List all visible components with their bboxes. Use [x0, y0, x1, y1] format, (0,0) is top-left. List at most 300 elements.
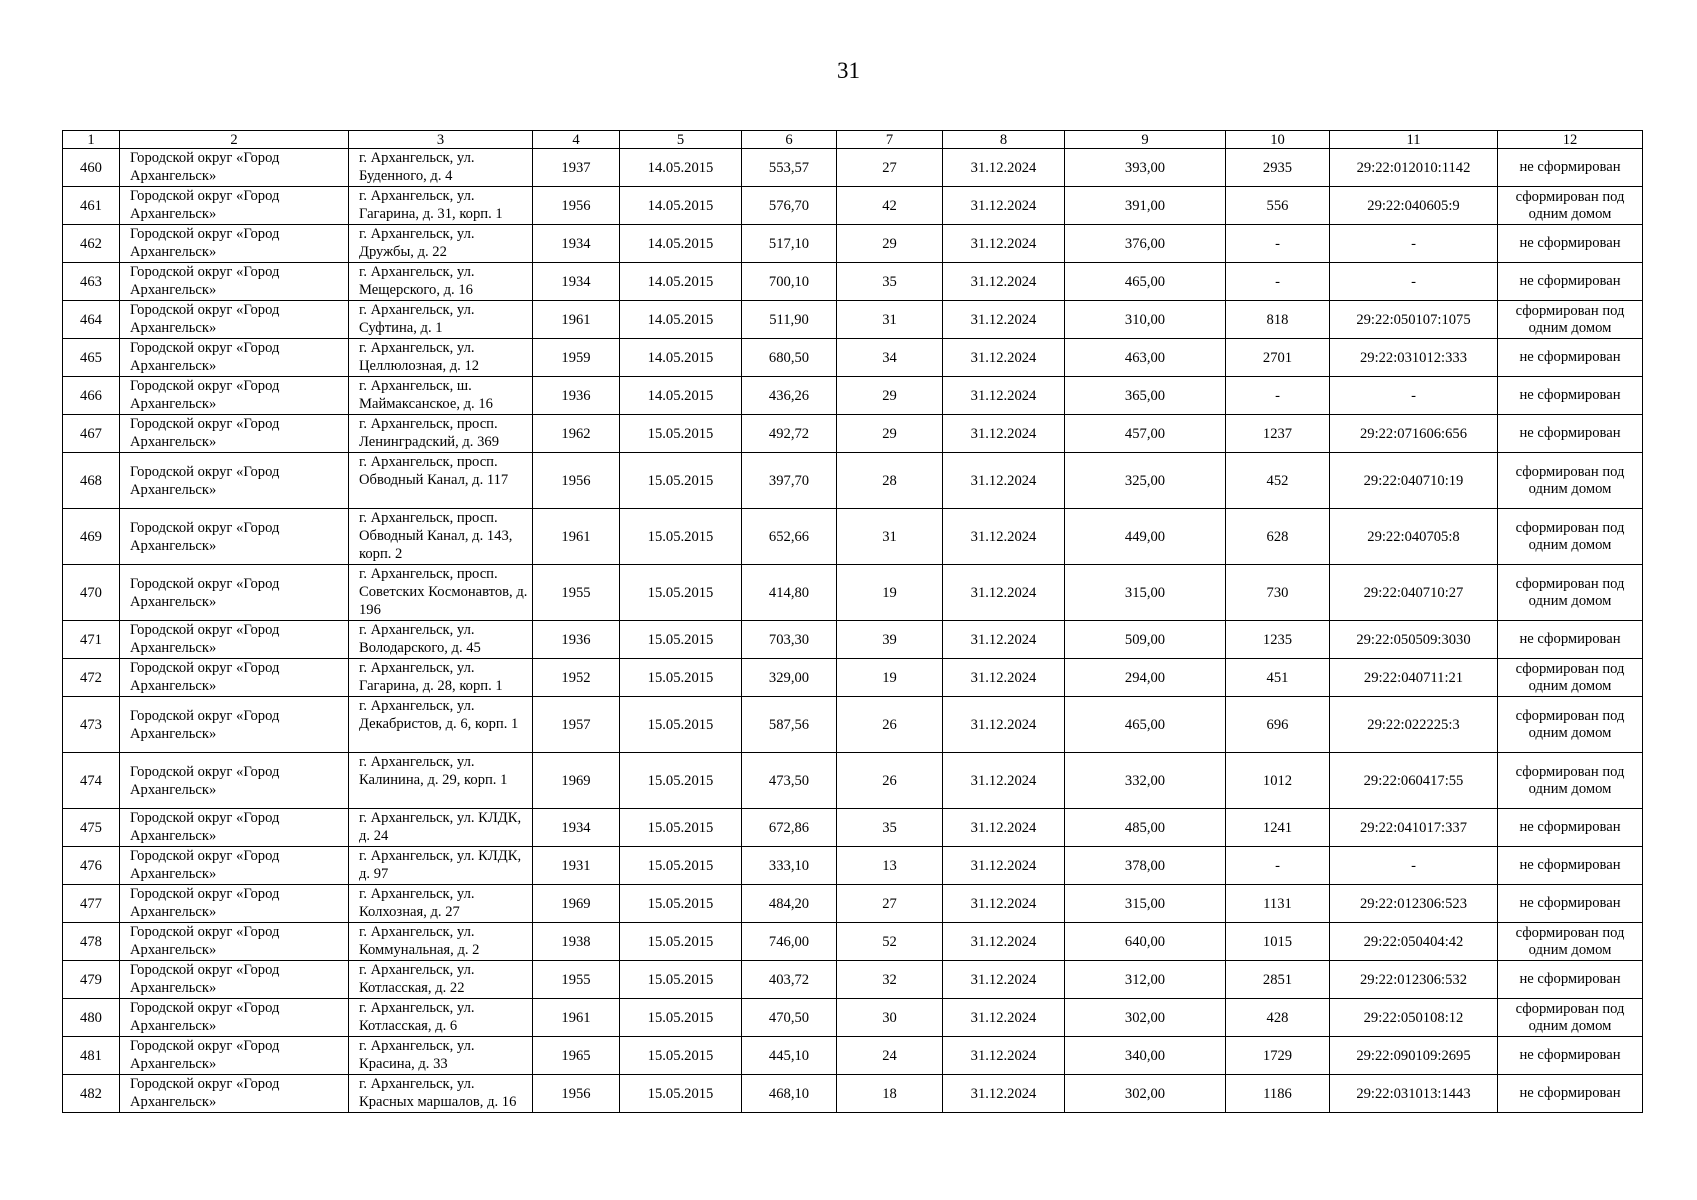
- total-area-cell: 397,70: [742, 453, 837, 509]
- total-area-cell: 329,00: [742, 659, 837, 697]
- table-row: [63, 621, 1643, 659]
- address-cell: г. Архангельск, ул. Коммунальная, д. 2: [349, 923, 533, 961]
- land-area-cell: 1131: [1226, 885, 1330, 923]
- column-header: 5: [620, 131, 742, 149]
- land-status-cell: не сформирован: [1498, 415, 1643, 453]
- land-area-cell: 628: [1226, 509, 1330, 565]
- year-built-cell: 1957: [533, 697, 620, 753]
- table-body: [63, 149, 1643, 1113]
- table-row: [63, 453, 1643, 509]
- date-cell: 14.05.2015: [620, 225, 742, 263]
- table-row: [63, 961, 1643, 999]
- total-area-cell: 484,20: [742, 885, 837, 923]
- address-cell: г. Архангельск, ул. Дружбы, д. 22: [349, 225, 533, 263]
- date-cell: 15.05.2015: [620, 1037, 742, 1075]
- deadline-cell: 31.12.2024: [943, 301, 1065, 339]
- date-cell: 14.05.2015: [620, 339, 742, 377]
- address-cell: г. Архангельск, ул. Гагарина, д. 31, корп. 1: [349, 187, 533, 225]
- row-number-cell: 461: [63, 187, 120, 225]
- table-row: [63, 565, 1643, 621]
- total-area-cell: 468,10: [742, 1075, 837, 1113]
- deadline-cell: 31.12.2024: [943, 923, 1065, 961]
- address-cell: г. Архангельск, ул. Котласская, д. 22: [349, 961, 533, 999]
- total-area-cell: 473,50: [742, 753, 837, 809]
- land-area-cell: 1235: [1226, 621, 1330, 659]
- cadastral-number-cell: 29:22:012306:532: [1330, 961, 1498, 999]
- living-area-cell: 376,00: [1065, 225, 1226, 263]
- owner-cell: Городской округ «Город Архангельск»: [120, 377, 349, 415]
- deadline-cell: 31.12.2024: [943, 1037, 1065, 1075]
- residents-cell: 30: [837, 999, 943, 1037]
- land-status-cell: сформирован под одним домом: [1498, 753, 1643, 809]
- table-row: [63, 847, 1643, 885]
- deadline-cell: 31.12.2024: [943, 339, 1065, 377]
- deadline-cell: 31.12.2024: [943, 809, 1065, 847]
- owner-cell: Городской округ «Город Архангельск»: [120, 1075, 349, 1113]
- table-row: [63, 301, 1643, 339]
- owner-cell: Городской округ «Город Архангельск»: [120, 263, 349, 301]
- deadline-cell: 31.12.2024: [943, 659, 1065, 697]
- residents-cell: 29: [837, 225, 943, 263]
- cadastral-number-cell: 29:22:012306:523: [1330, 885, 1498, 923]
- cadastral-number-cell: 29:22:090109:2695: [1330, 1037, 1498, 1075]
- residents-cell: 35: [837, 809, 943, 847]
- column-header: 12: [1498, 131, 1643, 149]
- land-area-cell: 452: [1226, 453, 1330, 509]
- living-area-cell: 465,00: [1065, 263, 1226, 301]
- row-number-cell: 465: [63, 339, 120, 377]
- date-cell: 14.05.2015: [620, 187, 742, 225]
- date-cell: 14.05.2015: [620, 149, 742, 187]
- total-area-cell: 492,72: [742, 415, 837, 453]
- address-cell: г. Архангельск, ул. Колхозная, д. 27: [349, 885, 533, 923]
- land-area-cell: 1015: [1226, 923, 1330, 961]
- year-built-cell: 1936: [533, 621, 620, 659]
- deadline-cell: 31.12.2024: [943, 847, 1065, 885]
- date-cell: 15.05.2015: [620, 453, 742, 509]
- total-area-cell: 517,10: [742, 225, 837, 263]
- year-built-cell: 1934: [533, 263, 620, 301]
- land-area-cell: 1729: [1226, 1037, 1330, 1075]
- owner-cell: Городской округ «Город Архангельск»: [120, 885, 349, 923]
- living-area-cell: 449,00: [1065, 509, 1226, 565]
- address-cell: г. Архангельск, просп. Обводный Канал, д. 143, корп. 2: [349, 509, 533, 565]
- cadastral-number-cell: 29:22:031012:333: [1330, 339, 1498, 377]
- address-cell: г. Архангельск, ш. Маймаксанское, д. 16: [349, 377, 533, 415]
- residents-cell: 19: [837, 565, 943, 621]
- living-area-cell: 315,00: [1065, 565, 1226, 621]
- column-header: 2: [120, 131, 349, 149]
- owner-cell: Городской округ «Город Архангельск»: [120, 187, 349, 225]
- cadastral-number-cell: 29:22:071606:656: [1330, 415, 1498, 453]
- cadastral-number-cell: 29:22:060417:55: [1330, 753, 1498, 809]
- total-area-cell: 436,26: [742, 377, 837, 415]
- land-status-cell: сформирован под одним домом: [1498, 697, 1643, 753]
- residents-cell: 39: [837, 621, 943, 659]
- total-area-cell: 700,10: [742, 263, 837, 301]
- land-status-cell: не сформирован: [1498, 1075, 1643, 1113]
- year-built-cell: 1955: [533, 961, 620, 999]
- date-cell: 15.05.2015: [620, 961, 742, 999]
- land-area-cell: 2935: [1226, 149, 1330, 187]
- row-number-cell: 471: [63, 621, 120, 659]
- column-header: 1: [63, 131, 120, 149]
- deadline-cell: 31.12.2024: [943, 377, 1065, 415]
- total-area-cell: 652,66: [742, 509, 837, 565]
- land-area-cell: 730: [1226, 565, 1330, 621]
- residents-cell: 52: [837, 923, 943, 961]
- land-status-cell: не сформирован: [1498, 225, 1643, 263]
- table-row: [63, 753, 1643, 809]
- land-status-cell: не сформирован: [1498, 847, 1643, 885]
- cadastral-number-cell: 29:22:050509:3030: [1330, 621, 1498, 659]
- year-built-cell: 1955: [533, 565, 620, 621]
- year-built-cell: 1959: [533, 339, 620, 377]
- owner-cell: Городской округ «Город Архангельск»: [120, 149, 349, 187]
- land-area-cell: 2851: [1226, 961, 1330, 999]
- land-status-cell: не сформирован: [1498, 621, 1643, 659]
- total-area-cell: 672,86: [742, 809, 837, 847]
- owner-cell: Городской округ «Город Архангельск»: [120, 565, 349, 621]
- living-area-cell: 340,00: [1065, 1037, 1226, 1075]
- row-number-cell: 464: [63, 301, 120, 339]
- row-number-cell: 477: [63, 885, 120, 923]
- land-area-cell: 1012: [1226, 753, 1330, 809]
- total-area-cell: 470,50: [742, 999, 837, 1037]
- row-number-cell: 475: [63, 809, 120, 847]
- cadastral-number-cell: 29:22:031013:1443: [1330, 1075, 1498, 1113]
- row-number-cell: 474: [63, 753, 120, 809]
- column-header: 3: [349, 131, 533, 149]
- column-header: 6: [742, 131, 837, 149]
- deadline-cell: 31.12.2024: [943, 225, 1065, 263]
- total-area-cell: 576,70: [742, 187, 837, 225]
- date-cell: 14.05.2015: [620, 301, 742, 339]
- date-cell: 15.05.2015: [620, 565, 742, 621]
- land-area-cell: -: [1226, 377, 1330, 415]
- land-area-cell: -: [1226, 263, 1330, 301]
- residents-cell: 13: [837, 847, 943, 885]
- land-area-cell: 818: [1226, 301, 1330, 339]
- row-number-cell: 463: [63, 263, 120, 301]
- owner-cell: Городской округ «Город Архангельск»: [120, 415, 349, 453]
- owner-cell: Городской округ «Город Архангельск»: [120, 999, 349, 1037]
- column-header: 8: [943, 131, 1065, 149]
- owner-cell: Городской округ «Город Архангельск»: [120, 961, 349, 999]
- table-row: [63, 1037, 1643, 1075]
- year-built-cell: 1969: [533, 885, 620, 923]
- cadastral-number-cell: -: [1330, 263, 1498, 301]
- year-built-cell: 1961: [533, 301, 620, 339]
- address-cell: г. Архангельск, ул. Красных маршалов, д. 16: [349, 1075, 533, 1113]
- date-cell: 15.05.2015: [620, 809, 742, 847]
- date-cell: 15.05.2015: [620, 847, 742, 885]
- land-area-cell: 1237: [1226, 415, 1330, 453]
- address-cell: г. Архангельск, ул. Володарского, д. 45: [349, 621, 533, 659]
- deadline-cell: 31.12.2024: [943, 263, 1065, 301]
- address-cell: г. Архангельск, ул. Котласская, д. 6: [349, 999, 533, 1037]
- date-cell: 15.05.2015: [620, 923, 742, 961]
- residents-cell: 34: [837, 339, 943, 377]
- cadastral-number-cell: 29:22:040605:9: [1330, 187, 1498, 225]
- land-area-cell: 1241: [1226, 809, 1330, 847]
- land-status-cell: сформирован под одним домом: [1498, 301, 1643, 339]
- row-number-cell: 478: [63, 923, 120, 961]
- date-cell: 14.05.2015: [620, 377, 742, 415]
- residents-cell: 32: [837, 961, 943, 999]
- residents-cell: 27: [837, 885, 943, 923]
- deadline-cell: 31.12.2024: [943, 453, 1065, 509]
- cadastral-number-cell: 29:22:040711:21: [1330, 659, 1498, 697]
- owner-cell: Городской округ «Город Архангельск»: [120, 809, 349, 847]
- living-area-cell: 640,00: [1065, 923, 1226, 961]
- date-cell: 15.05.2015: [620, 1075, 742, 1113]
- land-status-cell: сформирован под одним домом: [1498, 999, 1643, 1037]
- year-built-cell: 1956: [533, 453, 620, 509]
- date-cell: 15.05.2015: [620, 753, 742, 809]
- cadastral-number-cell: -: [1330, 377, 1498, 415]
- land-status-cell: не сформирован: [1498, 263, 1643, 301]
- date-cell: 15.05.2015: [620, 659, 742, 697]
- total-area-cell: 445,10: [742, 1037, 837, 1075]
- residents-cell: 28: [837, 453, 943, 509]
- row-number-cell: 467: [63, 415, 120, 453]
- address-cell: г. Архангельск, ул. Гагарина, д. 28, корп. 1: [349, 659, 533, 697]
- residents-cell: 18: [837, 1075, 943, 1113]
- living-area-cell: 315,00: [1065, 885, 1226, 923]
- address-cell: г. Архангельск, ул. Красина, д. 33: [349, 1037, 533, 1075]
- year-built-cell: 1961: [533, 509, 620, 565]
- total-area-cell: 746,00: [742, 923, 837, 961]
- row-number-cell: 473: [63, 697, 120, 753]
- land-area-cell: 2701: [1226, 339, 1330, 377]
- table-row: [63, 923, 1643, 961]
- cadastral-number-cell: 29:22:041017:337: [1330, 809, 1498, 847]
- table-row: [63, 415, 1643, 453]
- land-status-cell: сформирован под одним домом: [1498, 923, 1643, 961]
- year-built-cell: 1961: [533, 999, 620, 1037]
- row-number-cell: 460: [63, 149, 120, 187]
- land-area-cell: 451: [1226, 659, 1330, 697]
- table-row: [63, 809, 1643, 847]
- date-cell: 14.05.2015: [620, 263, 742, 301]
- living-area-cell: 332,00: [1065, 753, 1226, 809]
- total-area-cell: 680,50: [742, 339, 837, 377]
- cadastral-number-cell: -: [1330, 847, 1498, 885]
- living-area-cell: 378,00: [1065, 847, 1226, 885]
- table-row: [63, 339, 1643, 377]
- deadline-cell: 31.12.2024: [943, 415, 1065, 453]
- deadline-cell: 31.12.2024: [943, 149, 1065, 187]
- living-area-cell: 302,00: [1065, 1075, 1226, 1113]
- residents-cell: 31: [837, 509, 943, 565]
- address-cell: г. Архангельск, ул. Суфтина, д. 1: [349, 301, 533, 339]
- owner-cell: Городской округ «Город Архангельск»: [120, 509, 349, 565]
- total-area-cell: 587,56: [742, 697, 837, 753]
- land-status-cell: не сформирован: [1498, 1037, 1643, 1075]
- total-area-cell: 403,72: [742, 961, 837, 999]
- residents-cell: 26: [837, 753, 943, 809]
- living-area-cell: 312,00: [1065, 961, 1226, 999]
- address-cell: г. Архангельск, ул. КЛДК, д. 97: [349, 847, 533, 885]
- land-area-cell: 1186: [1226, 1075, 1330, 1113]
- land-status-cell: сформирован под одним домом: [1498, 659, 1643, 697]
- year-built-cell: 1952: [533, 659, 620, 697]
- living-area-cell: 325,00: [1065, 453, 1226, 509]
- living-area-cell: 465,00: [1065, 697, 1226, 753]
- column-header: 4: [533, 131, 620, 149]
- cadastral-number-cell: 29:22:050404:42: [1330, 923, 1498, 961]
- residents-cell: 26: [837, 697, 943, 753]
- residents-cell: 35: [837, 263, 943, 301]
- table-row: [63, 1075, 1643, 1113]
- land-status-cell: не сформирован: [1498, 339, 1643, 377]
- land-status-cell: сформирован под одним домом: [1498, 509, 1643, 565]
- land-status-cell: не сформирован: [1498, 149, 1643, 187]
- owner-cell: Городской округ «Город Архангельск»: [120, 659, 349, 697]
- date-cell: 15.05.2015: [620, 621, 742, 659]
- residents-cell: 31: [837, 301, 943, 339]
- deadline-cell: 31.12.2024: [943, 961, 1065, 999]
- row-number-cell: 470: [63, 565, 120, 621]
- residents-cell: 24: [837, 1037, 943, 1075]
- table-row: [63, 885, 1643, 923]
- land-area-cell: -: [1226, 225, 1330, 263]
- table-row: [63, 263, 1643, 301]
- cadastral-number-cell: 29:22:050108:12: [1330, 999, 1498, 1037]
- row-number-cell: 480: [63, 999, 120, 1037]
- year-built-cell: 1931: [533, 847, 620, 885]
- year-built-cell: 1936: [533, 377, 620, 415]
- deadline-cell: 31.12.2024: [943, 753, 1065, 809]
- land-status-cell: не сформирован: [1498, 377, 1643, 415]
- date-cell: 15.05.2015: [620, 415, 742, 453]
- row-number-cell: 462: [63, 225, 120, 263]
- owner-cell: Городской округ «Город Архангельск»: [120, 697, 349, 753]
- deadline-cell: 31.12.2024: [943, 509, 1065, 565]
- owner-cell: Городской округ «Город Архангельск»: [120, 301, 349, 339]
- page-number: 31: [837, 58, 860, 83]
- living-area-cell: 485,00: [1065, 809, 1226, 847]
- address-cell: г. Архангельск, просп. Обводный Канал, д. 117: [349, 453, 533, 509]
- total-area-cell: 414,80: [742, 565, 837, 621]
- living-area-cell: 463,00: [1065, 339, 1226, 377]
- row-number-cell: 476: [63, 847, 120, 885]
- column-number-row: [63, 131, 1643, 149]
- cadastral-number-cell: 29:22:022225:3: [1330, 697, 1498, 753]
- year-built-cell: 1934: [533, 225, 620, 263]
- year-built-cell: 1956: [533, 187, 620, 225]
- deadline-cell: 31.12.2024: [943, 697, 1065, 753]
- owner-cell: Городской округ «Город Архангельск»: [120, 339, 349, 377]
- cadastral-number-cell: 29:22:050107:1075: [1330, 301, 1498, 339]
- owner-cell: Городской округ «Город Архангельск»: [120, 453, 349, 509]
- address-cell: г. Архангельск, ул. Буденного, д. 4: [349, 149, 533, 187]
- deadline-cell: 31.12.2024: [943, 621, 1065, 659]
- owner-cell: Городской округ «Город Архангельск»: [120, 225, 349, 263]
- year-built-cell: 1937: [533, 149, 620, 187]
- total-area-cell: 511,90: [742, 301, 837, 339]
- year-built-cell: 1962: [533, 415, 620, 453]
- land-status-cell: сформирован под одним домом: [1498, 187, 1643, 225]
- deadline-cell: 31.12.2024: [943, 885, 1065, 923]
- column-header: 10: [1226, 131, 1330, 149]
- owner-cell: Городской округ «Город Архангельск»: [120, 923, 349, 961]
- total-area-cell: 553,57: [742, 149, 837, 187]
- address-cell: г. Архангельск, ул. Мещерского, д. 16: [349, 263, 533, 301]
- row-number-cell: 472: [63, 659, 120, 697]
- land-status-cell: сформирован под одним домом: [1498, 565, 1643, 621]
- table-row: [63, 509, 1643, 565]
- living-area-cell: 457,00: [1065, 415, 1226, 453]
- row-number-cell: 482: [63, 1075, 120, 1113]
- residents-cell: 29: [837, 415, 943, 453]
- cadastral-number-cell: -: [1330, 225, 1498, 263]
- living-area-cell: 509,00: [1065, 621, 1226, 659]
- table-row: [63, 377, 1643, 415]
- table-row: [63, 999, 1643, 1037]
- deadline-cell: 31.12.2024: [943, 187, 1065, 225]
- row-number-cell: 468: [63, 453, 120, 509]
- year-built-cell: 1938: [533, 923, 620, 961]
- residents-cell: 19: [837, 659, 943, 697]
- column-header: 9: [1065, 131, 1226, 149]
- row-number-cell: 481: [63, 1037, 120, 1075]
- cadastral-number-cell: 29:22:012010:1142: [1330, 149, 1498, 187]
- table-row: [63, 149, 1643, 187]
- deadline-cell: 31.12.2024: [943, 565, 1065, 621]
- column-header: 11: [1330, 131, 1498, 149]
- address-cell: г. Архангельск, просп. Ленинградский, д. 369: [349, 415, 533, 453]
- address-cell: г. Архангельск, ул. Декабристов, д. 6, корп. 1: [349, 697, 533, 753]
- housing-register-table: [62, 130, 1643, 1113]
- row-number-cell: 479: [63, 961, 120, 999]
- residents-cell: 29: [837, 377, 943, 415]
- residents-cell: 42: [837, 187, 943, 225]
- date-cell: 15.05.2015: [620, 885, 742, 923]
- land-area-cell: -: [1226, 847, 1330, 885]
- year-built-cell: 1956: [533, 1075, 620, 1113]
- date-cell: 15.05.2015: [620, 509, 742, 565]
- living-area-cell: 310,00: [1065, 301, 1226, 339]
- row-number-cell: 466: [63, 377, 120, 415]
- table-row: [63, 225, 1643, 263]
- deadline-cell: 31.12.2024: [943, 1075, 1065, 1113]
- address-cell: г. Архангельск, просп. Советских Космонавтов, д. 196: [349, 565, 533, 621]
- land-area-cell: 428: [1226, 999, 1330, 1037]
- column-header: 7: [837, 131, 943, 149]
- land-area-cell: 556: [1226, 187, 1330, 225]
- cadastral-number-cell: 29:22:040710:19: [1330, 453, 1498, 509]
- living-area-cell: 391,00: [1065, 187, 1226, 225]
- total-area-cell: 703,30: [742, 621, 837, 659]
- row-number-cell: 469: [63, 509, 120, 565]
- living-area-cell: 393,00: [1065, 149, 1226, 187]
- land-status-cell: сформирован под одним домом: [1498, 453, 1643, 509]
- land-status-cell: не сформирован: [1498, 961, 1643, 999]
- residents-cell: 27: [837, 149, 943, 187]
- year-built-cell: 1934: [533, 809, 620, 847]
- table-row: [63, 659, 1643, 697]
- date-cell: 15.05.2015: [620, 999, 742, 1037]
- cadastral-number-cell: 29:22:040710:27: [1330, 565, 1498, 621]
- owner-cell: Городской округ «Город Архангельск»: [120, 1037, 349, 1075]
- table-row: [63, 697, 1643, 753]
- land-area-cell: 696: [1226, 697, 1330, 753]
- year-built-cell: 1969: [533, 753, 620, 809]
- address-cell: г. Архангельск, ул. КЛДК, д. 24: [349, 809, 533, 847]
- land-status-cell: не сформирован: [1498, 885, 1643, 923]
